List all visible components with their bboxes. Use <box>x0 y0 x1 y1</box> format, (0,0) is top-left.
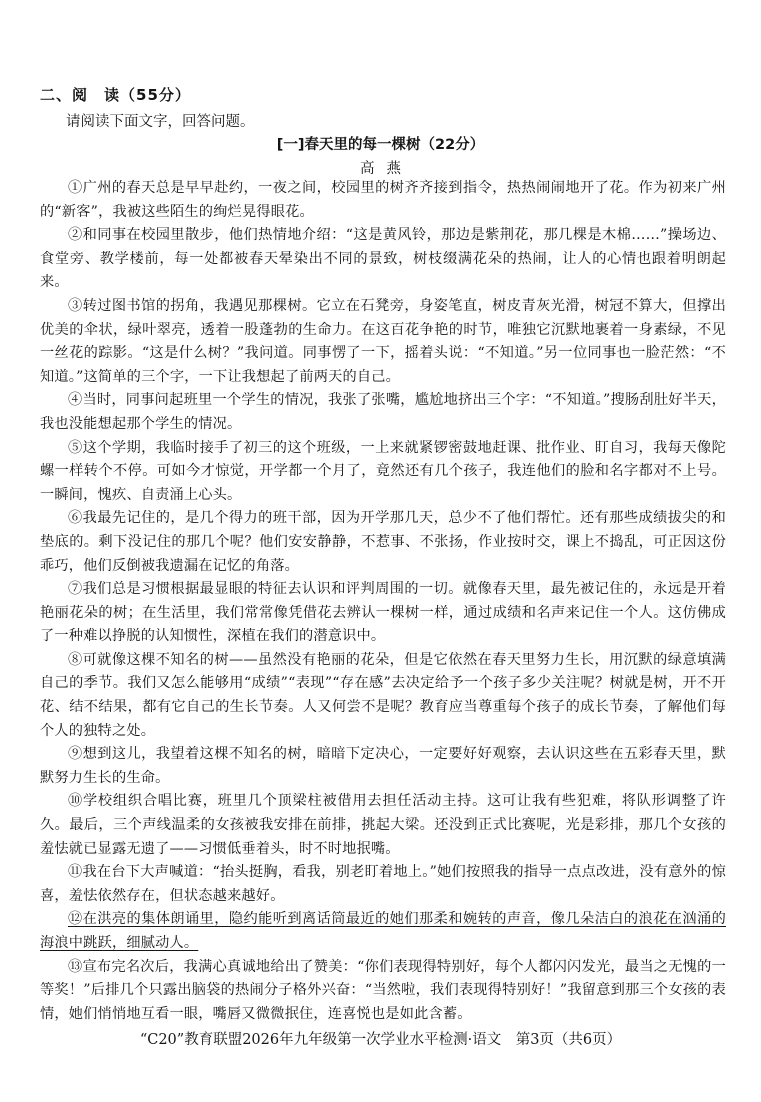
paragraph-5: ⑤这个学期，我临时接手了初三的这个班级，一上来就紧锣密鼓地赶课、批作业、盯自习，我每天像陀螺一样转个不停。可如今才惊觉，开学都一个月了，竟然还有几个孩子，我连他们的脸和名字都对不上号。一瞬间，愧疚、自责涌上心头。 <box>40 439 726 503</box>
paragraph-9: ⑨想到这儿，我望着这棵不知名的树，暗暗下定决心，一定要好好观察，去认识这些在五彩春天里，默默努力生长的生命。 <box>40 746 726 786</box>
paragraph-4: ④当时，同事问起班里一个学生的情况，我张了张嘴，尴尬地挤出三个字：“不知道。”搜肠刮肚好半天，我也没能想起那个学生的情况。 <box>40 392 726 432</box>
paragraph-3: ③转过图书馆的拐角，我遇见那棵树。它立在石凳旁，身姿笔直，树皮青灰光滑，树冠不算大，但撑出优美的伞状，绿叶翠亮，透着一股蓬勃的生命力。在这百花争艳的时节，唯独它沉默地裹着一身素绿，不见一丝花的踪影。“这是什么树？”我问道。同事愣了一下，摇着头说：“不知道。”另一位同事也一脸茫然：“不知道。”这简单的三个字，一下让我想起了前两天的自己。 <box>40 297 726 385</box>
paragraph-6: ⑥我最先记住的，是几个得力的班干部，因为开学那几天，总少不了他们帮忙。还有那些成绩拔尖的和垫底的。剩下没记住的那几个呢？他们安安静静，不惹事、不张扬，作业按时交，课上不捣乱，可正因这份乖巧，他们反倒被我遗漏在记忆的角落。 <box>40 510 726 574</box>
paragraph-12-underlined: ⑫在洪亮的集体朗诵里，隐约能听到离话筒最近的她们那柔和婉转的声音，像几朵洁白的浪花在汹涌的海浪中跳跃，细腻动人。 <box>40 911 726 951</box>
section-heading: 二、阅 读（55分） <box>40 86 191 104</box>
paragraph-13: ⑬宣布完名次后，我满心真诚地给出了赞美：“你们表现得特别好，每个人都闪闪发光，最当之无愧的一等奖！”后排几个只露出脑袋的热闹分子格外兴奋：“当然啦，我们表现得特别好！”我留意到那三个女孩的表情，她们悄悄地互看一眼，嘴唇又微微抿住，连喜悦也是如此含蓄。 <box>40 958 726 1022</box>
article-body <box>40 177 726 1026</box>
reading-instruction: 请阅读下面文字，回答问题。 <box>66 114 255 130</box>
paragraph-8: ⑧可就像这棵不知名的树——虽然没有艳丽的花朵，但是它依然在春天里努力生长，用沉默的绿意填满自己的季节。我们又怎么能够用“成绩”“表现”“存在感”去决定给予一个孩子多少关注呢？树就是树，开不开花、结不结果，都有它自己的生长节奏。人又何尝不是呢？教育应当尊重每个孩子的成长节奏，了解他们每个人的独特之处。 <box>40 651 726 739</box>
paragraph-2: ②和同事在校园里散步，他们热情地介绍：“这是黄风铃，那边是紫荆花，那几棵是木棉……”操场边、食堂旁、教学楼前，每一处都被春天晕染出不同的景致，树枝缀满花朵的热闹，让人的心情也跟着明朗起来。 <box>40 227 726 291</box>
paragraph-11: ⑪我在台下大声喊道：“抬头挺胸，看我，别老盯着地上。”她们按照我的指导一点点改进，没有意外的惊喜，羞怯依然存在，但状态越来越好。 <box>40 864 726 904</box>
paragraph-10: ⑩学校组织合唱比赛，班里几个顶梁柱被借用去担任活动主持。这可让我有些犯难，将队形调整了许久。最后，三个声线温柔的女孩被我安排在前排，挑起大梁。还没到正式比赛呢，光是彩排，那几个女孩的羞怯就已显露无遗了——习惯低垂着头，时不时地抿嘴。 <box>40 793 726 857</box>
page-footer: “C20”教育联盟2026年九年级第一次学业水平检测·语文 第3页（共6页） <box>139 1032 622 1048</box>
article-author: 高燕 <box>360 161 413 177</box>
article-title: [一]春天里的每一棵树（22分） <box>276 137 485 153</box>
paragraph-7: ⑦我们总是习惯根据最显眼的特征去认识和评判周围的一切。就像春天里，最先被记住的，永远是开着艳丽花朵的树；在生活里，我们常常像凭借花去辨认一棵树一样，通过成绩和名声来记住一个人。这仿佛成了一种难以挣脱的认知惯性，深植在我们的潜意识中。 <box>40 581 726 645</box>
paragraph-1: ①广州的春天总是早早赴约，一夜之间，校园里的树齐齐接到指令，热热闹闹地开了花。作为初来广州的“新客”，我被这些陌生的绚烂晃得眼花。 <box>40 180 726 220</box>
